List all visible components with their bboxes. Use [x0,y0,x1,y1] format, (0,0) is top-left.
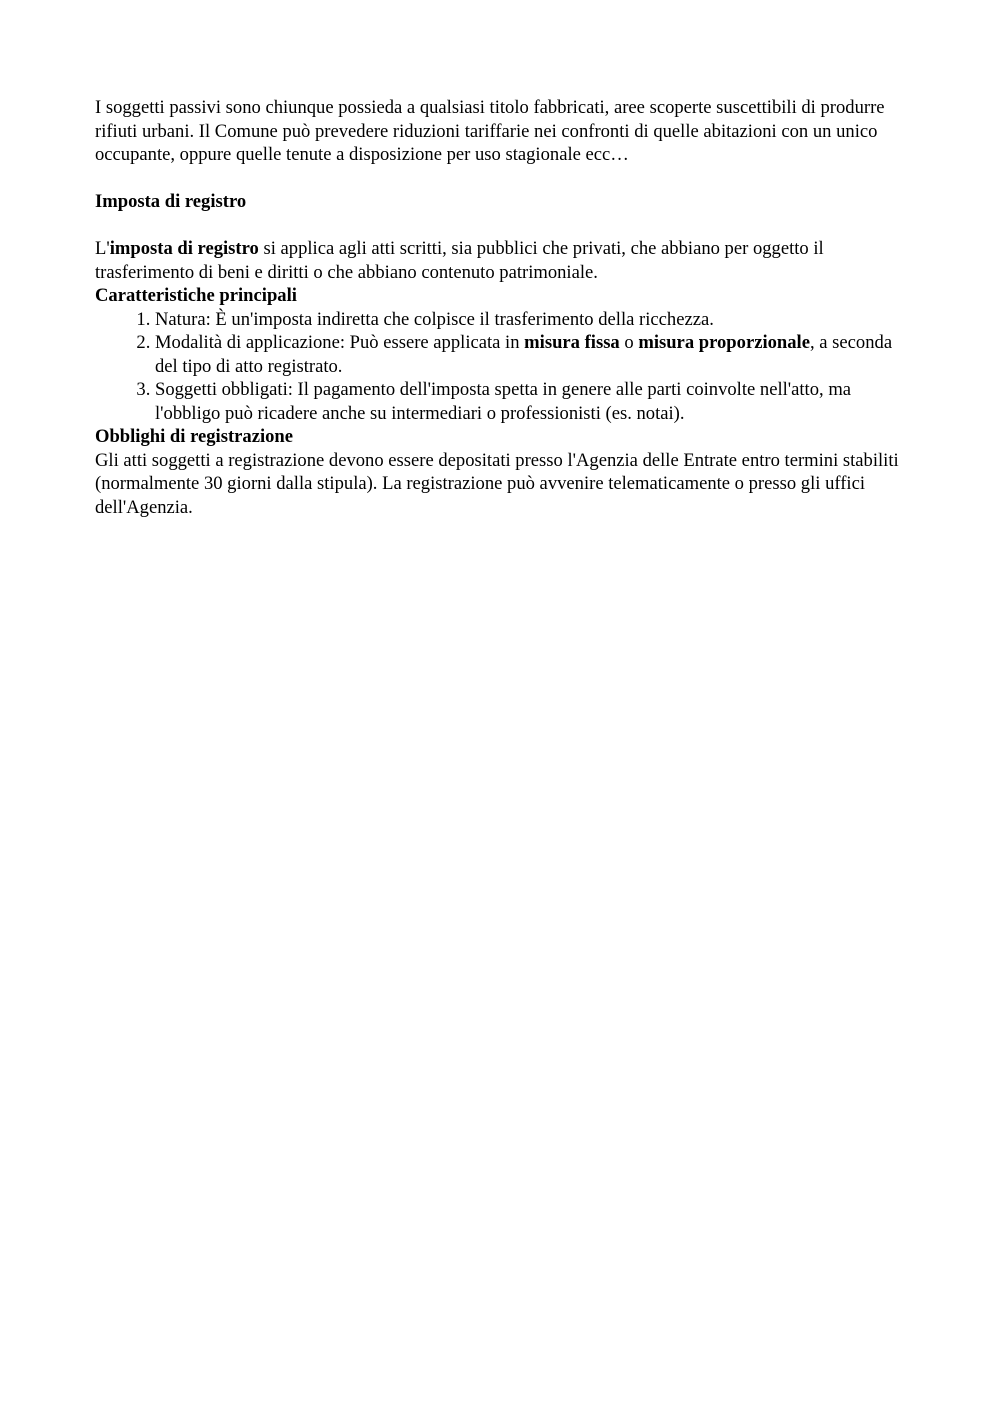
feature-bold-misura-proporzionale: misura proporzionale [638,332,810,353]
intro-paragraph: I soggetti passivi sono chiunque possieda a qualsiasi titolo fabbricati, aree scoperte suscettibili di produrre rifiuti urbani. Il Comune può prevedere riduzioni tariffarie nei confronti di quelle abitazioni con un unico occupante, oppure quelle tenute a disposizione per uso stagionale ecc… [95,97,885,165]
section-heading [95,190,910,214]
features-heading [95,284,910,308]
document-page [95,96,910,519]
registro-lead-paragraph [95,237,910,284]
feature-item-modalita [155,331,910,378]
feature-text-after: , a seconda del tipo di atto registrato. [155,332,893,377]
obblighi-paragraph: Gli atti soggetti a registrazione devono essere depositati presso l'Agenzia delle Entrate entro termini stabiliti (normalmente 30 giorni dalla stipula). La registrazione può avvenire telematicamente o presso gli uffici dell'Agenzia. [95,449,899,518]
lead-bold-term: imposta di registro [109,238,259,259]
feature-text-middle: o [619,332,639,353]
feature-item-soggetti: 3. Soggetti obbligati: Il pagamento dell'imposta spetta in genere alle parti coinvolte nell'atto, ma l'obbligo può ricadere anche su intermediari o professionisti (es. notai). [155,378,910,425]
spacer [95,214,910,238]
lead-rest: si applica agli atti scritti, sia pubblici che privati, che abbiano per oggetto il trasferimento di beni e diritti o che abbiano contenuto patrimoniale. [95,238,824,283]
obblighi-heading [95,425,910,449]
lead-prefix: L' [95,238,110,259]
features-list [95,308,910,426]
feature-text-before: Modalità di applicazione: Può essere applicata in [155,332,525,353]
features-heading-text: Caratteristiche principali [95,285,297,306]
spacer [95,167,910,191]
obblighi-heading-text: Obblighi di registrazione [95,426,294,447]
section-heading-text: Imposta di registro [95,191,247,212]
feature-item-natura: 1. Natura: È un'imposta indiretta che colpisce il trasferimento della ricchezza. [155,308,910,332]
feature-bold-misura-fissa: misura fissa [524,332,620,353]
